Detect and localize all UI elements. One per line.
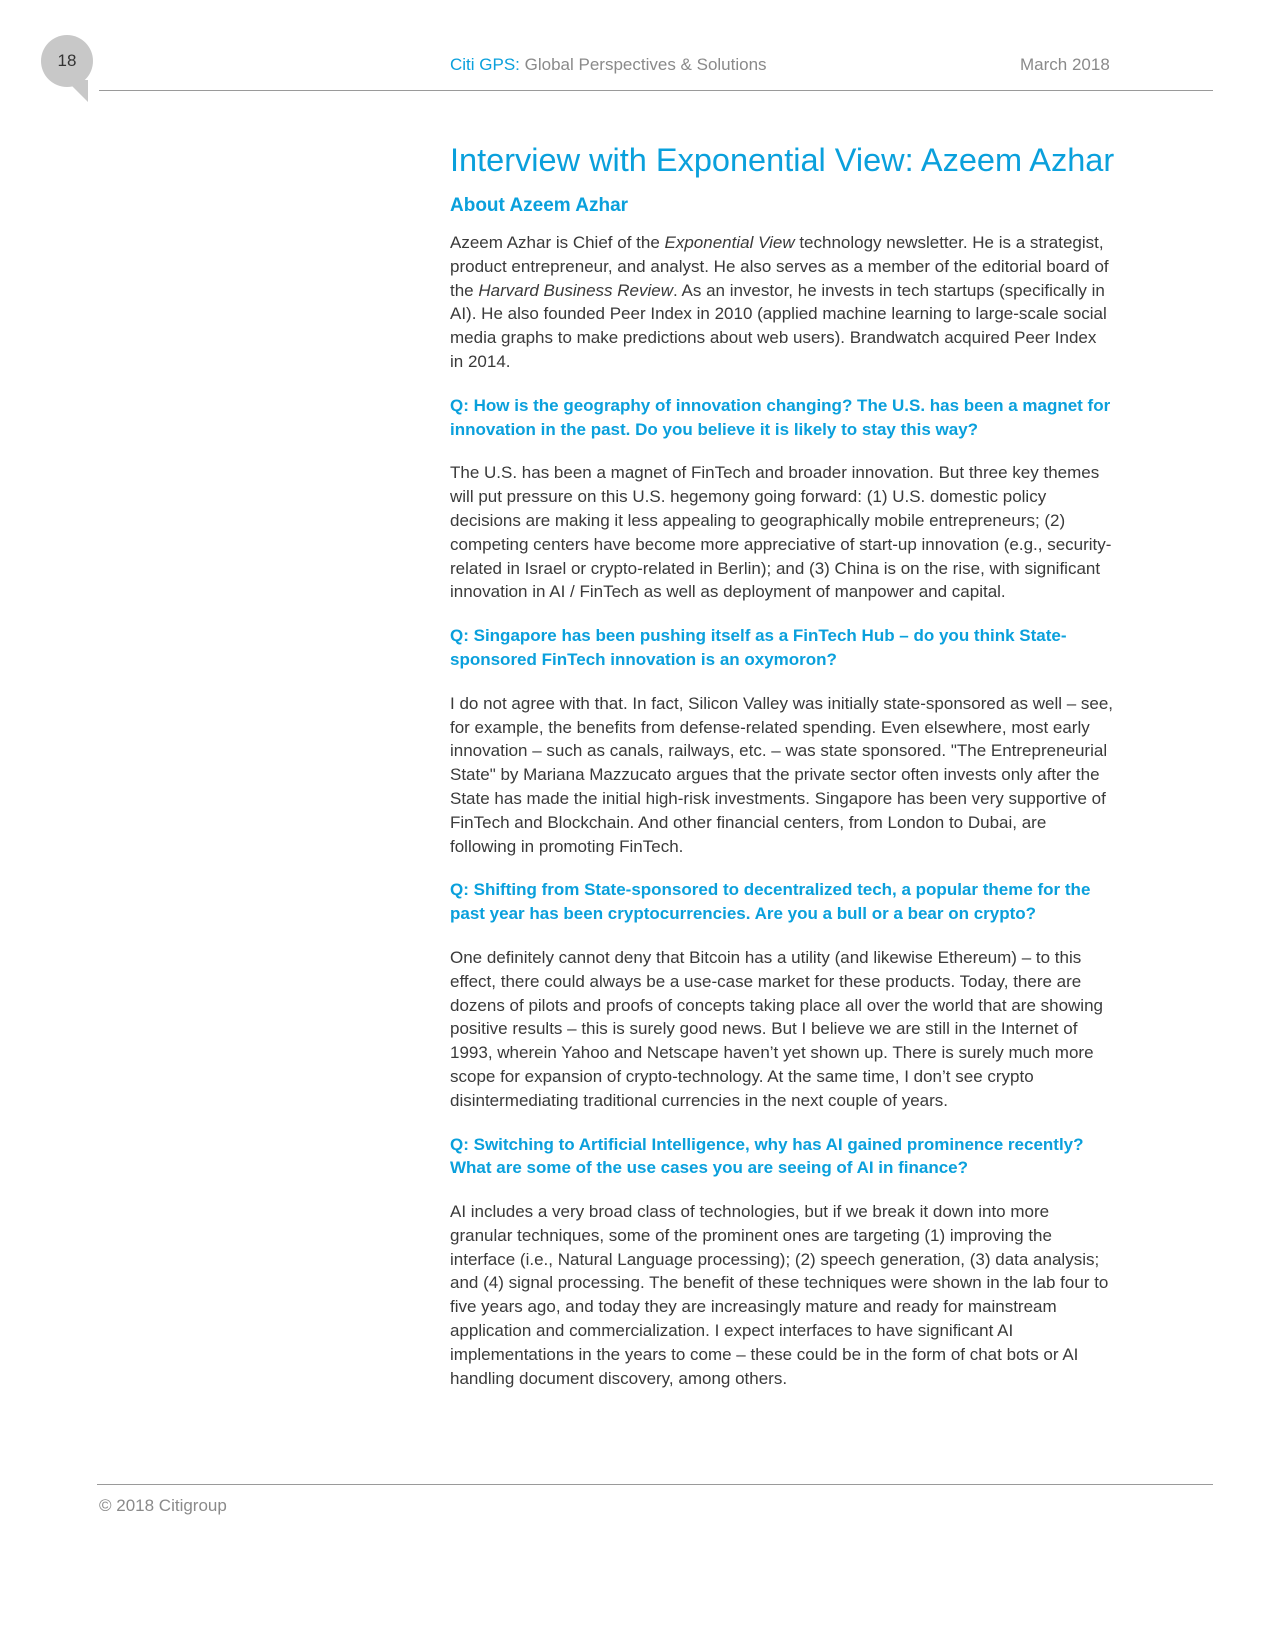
article-body [450,139,1114,1390]
intro-italic-exponential-view: Exponential View [664,233,795,252]
answer-1: The U.S. has been a magnet of FinTech and broader innovation. But three key themes will put pressure on this U.S. hegemony going forward: (1) U.S. domestic policy decisions are making it less appealing to geographically mobile entrepreneurs; (2) competing centers have become more appreciative of start-up innovation (e.g., security-related in Israel or crypto-related in Berlin); and (3) China is on the rise, with significant innovation in AI / FinTech as well as deployment of manpower and capital. [450,463,1112,602]
intro-italic-hbr: Harvard Business Review [478,280,673,300]
intro-text-3: . As an investor, he invests in tech startups (specifically in AI). He also founded Peer Index in 2010 (applied machine learning to large-scale social media graphs to make predictions about web users). Brandwatch acquired Peer Index in 2014. [450,280,1107,371]
article-title: Interview with Exponential View: Azeem Azhar [450,142,1115,178]
answer-2: I do not agree with that. In fact, Silicon Valley was initially state-sponsored as well – see, for example, the benefits from defense-related spending. Even elsewhere, most early innovation – such as canals, railways, etc. – was state sponsored. "The Entrepreneurial State" by Mariana Mazzucato argues that the private sector often invests only after the State has made the initial high-risk investments. Singapore has been very supportive of FinTech and Blockchain. And other financial centers, from London to Dubai, are following in promoting FinTech. [450,693,1114,856]
page-number: 18 [57,51,77,70]
brand-subtitle: Global Perspectives & Solutions [524,55,767,74]
question-1: Q: How is the geography of innovation changing? The U.S. has been a magnet for innovation in the past. Do you believe it is likely to stay this way? [450,395,1111,439]
about-heading: About Azeem Azhar [450,195,629,216]
question-4: Q: Switching to Artificial Intelligence, why has AI gained prominence recently? What are some of the use cases you are seeing of AI in finance? [450,1134,1084,1178]
header-date: March 2018 [1020,55,1110,74]
intro-paragraph [450,231,1114,374]
answer-4: AI includes a very broad class of technologies, but if we break it down into more granular techniques, some of the prominent ones are targeting (1) improving the interface (i.e., Natural Language processing); (2) speech generation, (3) data analysis; and (4) signal processing. The benefit of these techniques were shown in the lab four to five years ago, and today they are increasingly mature and ready for mainstream application and commercialization. I expect interfaces to have significant AI implementations in the years to come – these could be in the form of chat bots or AI handling document discovery, among others. [450,1202,1109,1388]
footer-divider [97,1484,1213,1485]
question-3: Q: Shifting from State-sponsored to decentralized tech, a popular theme for the past year has been cryptocurrencies. Are you a bull or a bear on crypto? [450,880,1091,924]
footer-copyright: © 2018 Citigroup [99,1496,227,1515]
question-2: Q: Singapore has been pushing itself as a FinTech Hub – do you think State-sponsored FinTech innovation is an oxymoron? [450,626,1067,669]
answer-3: One definitely cannot deny that Bitcoin has a utility (and likewise Ethereum) – to this effect, there could always be a use-case market for these products. Today, there are dozens of pilots and proofs of concepts taking place all over the world that are showing positive results – this is surely good news. But I believe we are still in the Internet of 1993, wherein Yahoo and Netscape haven’t yet shown up. There is surely much more scope for expansion of crypto-technology. At the same time, I don’t see crypto disintermediating traditional currencies in the next couple of years. [450,947,1103,1110]
intro-text-1: Azeem Azhar is Chief of the [450,233,665,252]
header-divider [99,90,1213,91]
brand-name: Citi GPS: [450,55,520,74]
intro-text-2: technology newsletter. He is a strategist, product entrepreneur, and analyst. He also serves as a member of the editorial board of the [450,233,1109,300]
header-brand [450,55,767,75]
